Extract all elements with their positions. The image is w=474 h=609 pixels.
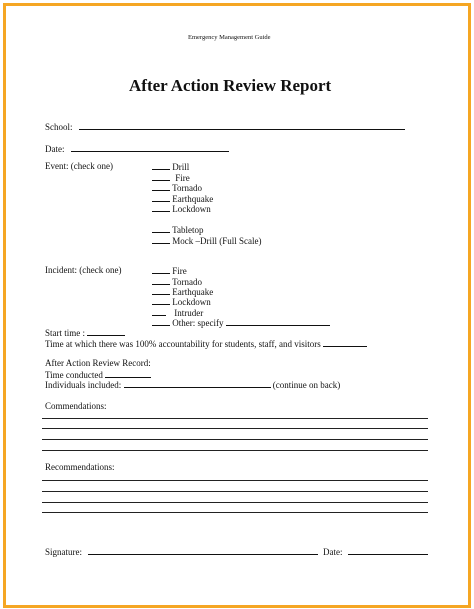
option-label: Intruder xyxy=(174,308,204,318)
accountability-label: Time at which there was 100% accountability for students, staff, and visitors xyxy=(45,339,321,349)
event-option[interactable] xyxy=(152,235,262,247)
option-label: Mock –Drill (Full Scale) xyxy=(172,236,262,246)
recommendations-line[interactable] xyxy=(42,512,428,513)
page-title: After Action Review Report xyxy=(129,76,332,95)
individuals-field[interactable] xyxy=(45,379,340,391)
event-label: Event: (check one) xyxy=(45,161,113,171)
incident-label: Incident: (check one) xyxy=(45,265,122,275)
record-heading: After Action Review Record: xyxy=(45,358,151,368)
time-conducted-label: Time conducted xyxy=(45,370,103,380)
specify-line[interactable] xyxy=(226,317,330,326)
individuals-line[interactable] xyxy=(124,379,271,388)
option-label: Earthquake xyxy=(172,287,214,297)
checkbox-line[interactable] xyxy=(152,235,170,244)
school-label: School: xyxy=(45,122,73,132)
option-label: Lockdown xyxy=(172,297,211,307)
checkbox-line[interactable] xyxy=(152,307,166,316)
date-label: Date: xyxy=(45,144,65,154)
checkbox-line[interactable] xyxy=(152,296,170,305)
date-line[interactable] xyxy=(71,143,229,152)
incident-option[interactable] xyxy=(152,317,330,329)
guide-label: Emergency Management Guide xyxy=(188,34,271,41)
option-label: Tabletop xyxy=(172,225,204,235)
option-label: Tornado xyxy=(172,183,202,193)
accountability-line[interactable] xyxy=(323,338,367,347)
option-label: Other: specify xyxy=(172,318,224,328)
signature-line[interactable] xyxy=(88,546,318,555)
footer-date-line[interactable] xyxy=(348,546,428,555)
recommendations-line[interactable] xyxy=(42,480,428,481)
checkbox-line[interactable] xyxy=(152,161,170,170)
time-conducted-line[interactable] xyxy=(105,369,151,378)
checkbox-line[interactable] xyxy=(152,286,170,295)
commendations-line[interactable] xyxy=(42,439,428,440)
recommendations-label: Recommendations: xyxy=(45,462,115,472)
option-label: Lockdown xyxy=(172,204,211,214)
option-label: Fire xyxy=(175,173,190,183)
option-label: Fire xyxy=(172,266,187,276)
signature-field[interactable] xyxy=(45,546,318,558)
checkbox-line[interactable] xyxy=(152,224,170,233)
checkbox-line[interactable] xyxy=(152,193,170,202)
checkbox-line[interactable] xyxy=(152,172,170,181)
commendations-label: Commendations: xyxy=(45,401,107,411)
option-label: Drill xyxy=(172,162,190,172)
footer-date-label: Date: xyxy=(323,547,343,557)
checkbox-line[interactable] xyxy=(152,182,170,191)
checkbox-line[interactable] xyxy=(152,203,170,212)
option-label: Tornado xyxy=(172,277,202,287)
signature-label: Signature: xyxy=(45,547,82,557)
option-label: Earthquake xyxy=(172,194,214,204)
accountability-field[interactable] xyxy=(45,338,367,350)
footer-date-field[interactable] xyxy=(323,546,428,558)
recommendations-line[interactable] xyxy=(42,502,428,503)
start-time-line[interactable] xyxy=(87,327,125,336)
continue-note: (continue on back) xyxy=(272,380,341,390)
checkbox-line[interactable] xyxy=(152,265,170,274)
commendations-line[interactable] xyxy=(42,450,428,451)
checkbox-line[interactable] xyxy=(152,317,170,326)
checkbox-line[interactable] xyxy=(152,276,170,285)
commendations-line[interactable] xyxy=(42,428,428,429)
date-field[interactable] xyxy=(45,143,229,155)
individuals-label: Individuals included: xyxy=(45,380,122,390)
start-time-label: Start time : xyxy=(45,328,85,338)
recommendations-line[interactable] xyxy=(42,491,428,492)
school-line[interactable] xyxy=(79,121,405,130)
school-field[interactable] xyxy=(45,121,405,133)
commendations-line[interactable] xyxy=(42,418,428,419)
event-option[interactable] xyxy=(152,203,211,215)
